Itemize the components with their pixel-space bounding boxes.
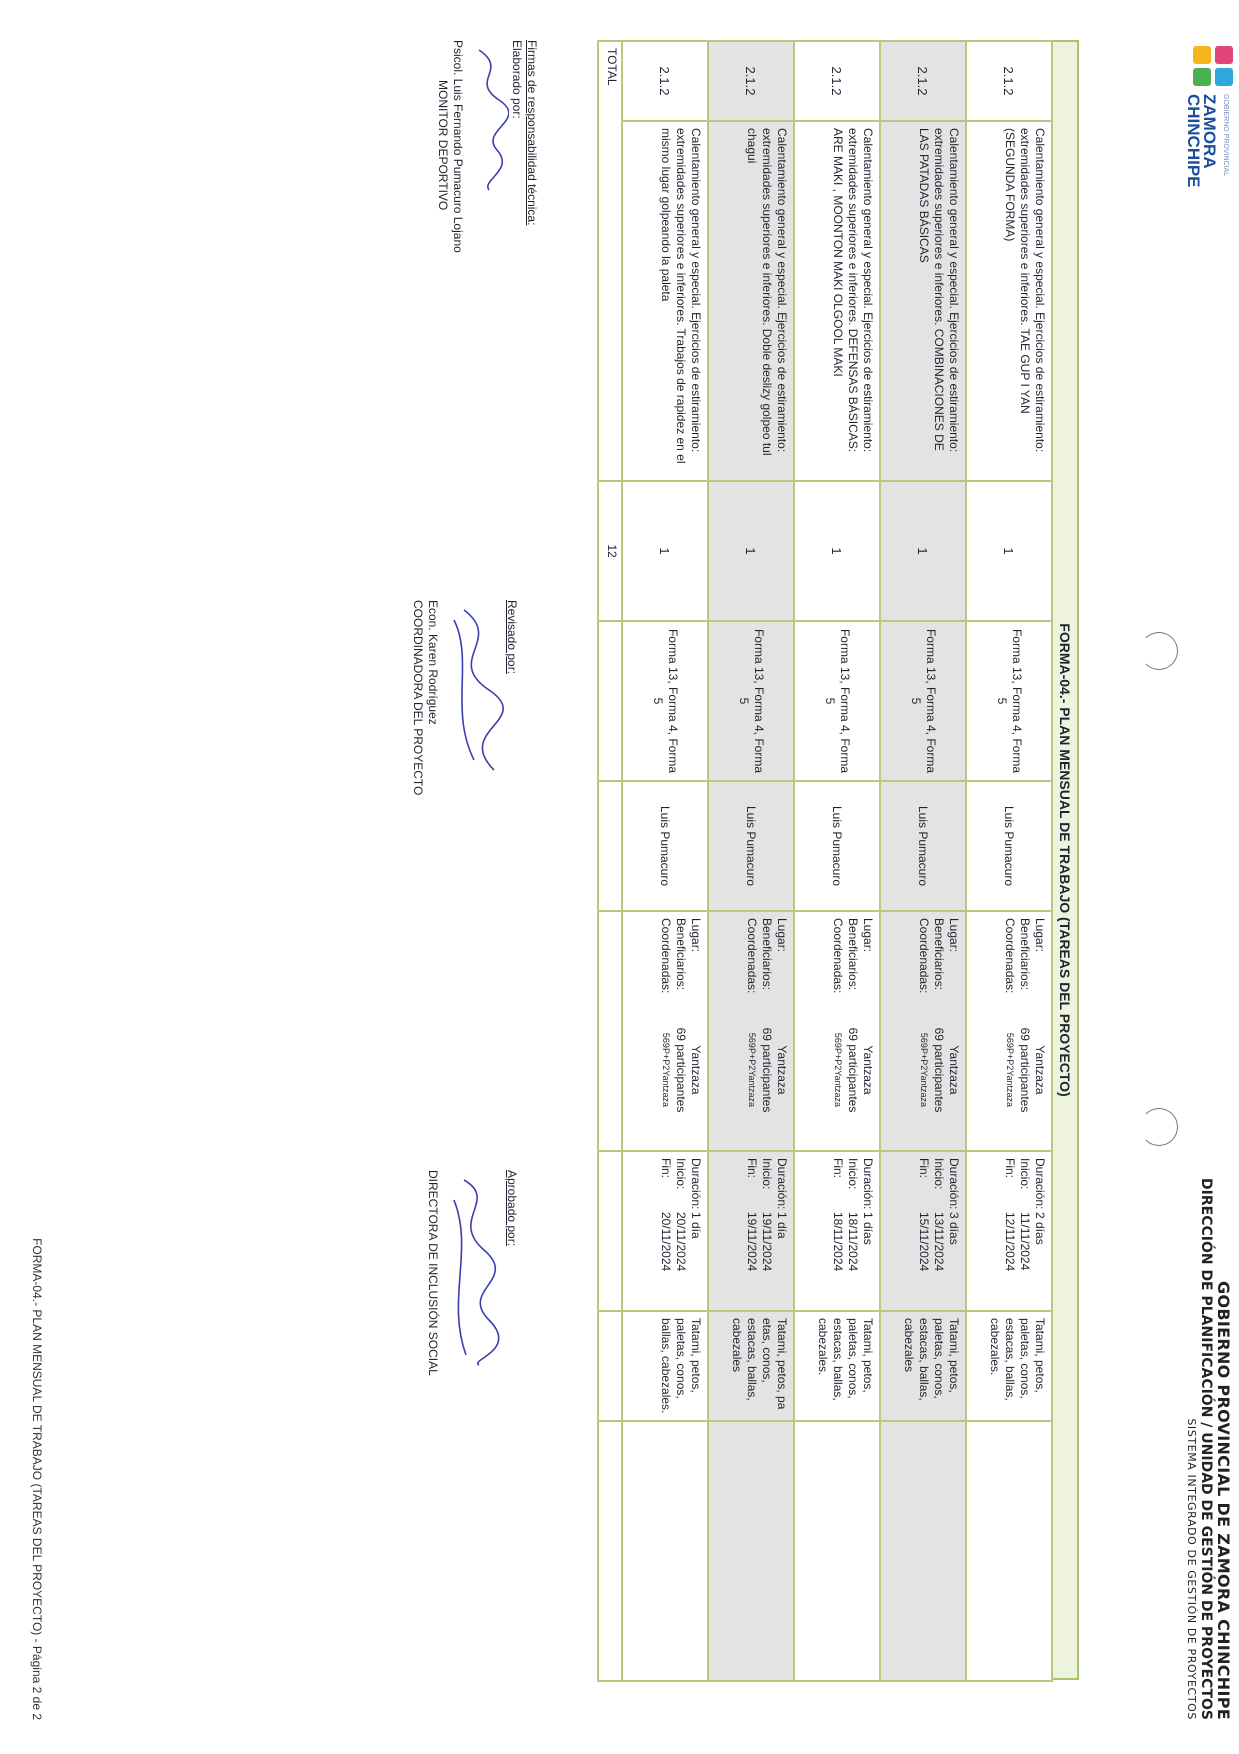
header-text — [1185, 1178, 1233, 1720]
activity-count: 1 — [794, 481, 880, 621]
activity-code: 2.1.2 — [622, 41, 708, 121]
activity-code: 2.1.2 — [880, 41, 966, 121]
fin-label: Fin: — [1003, 1158, 1017, 1179]
location-cell — [622, 911, 708, 1151]
lugar-value: Yantzaza — [947, 1045, 961, 1095]
signature-2-icon — [444, 600, 504, 780]
activity-description: Calentamiento general y especial. Ejercicios de estiramiento: extremidades superiores e inferiores. TAE GUP I YAN (SEGUNDA FORMA) — [966, 121, 1052, 481]
duracion-label: Duración: — [689, 1158, 703, 1210]
inicio-value: 20/11/2024 — [674, 1212, 688, 1272]
dates-cell — [966, 1151, 1052, 1311]
table-row — [794, 41, 880, 1681]
inicio-label: Inicio: — [932, 1158, 946, 1190]
beneficiarios-label: Beneficiarios: — [760, 918, 774, 991]
activity-result: Forma 13, Forma 4, Forma 5 — [880, 621, 966, 781]
activity-count: 1 — [880, 481, 966, 621]
activity-responsible: Luis Pumacuro — [622, 781, 708, 911]
activity-result: Forma 13, Forma 4, Forma 5 — [708, 621, 794, 781]
elaborado-label: Elaborado por: — [510, 40, 524, 119]
coordenadas-value: 569P+P2Yantzaza — [1005, 1032, 1015, 1108]
inicio-label: Inicio: — [674, 1158, 688, 1190]
beneficiarios-value: 69 participantes — [846, 1027, 860, 1113]
activity-responsible: Luis Pumacuro — [880, 781, 966, 911]
duracion-label: Duración: — [947, 1158, 961, 1210]
activity-code: 2.1.2 — [708, 41, 794, 121]
table-row — [880, 41, 966, 1681]
dates-cell — [794, 1151, 880, 1311]
coordenadas-label: Coordenadas: — [831, 918, 845, 994]
coordenadas-label: Coordenadas: — [745, 918, 759, 994]
revisado-label: Revisado por: — [505, 600, 519, 675]
duracion-label: Duración: — [775, 1158, 789, 1210]
lugar-label: Lugar: — [689, 918, 703, 953]
lugar-value: Yantzaza — [861, 1045, 875, 1095]
activity-result: Forma 13, Forma 4, Forma 5 — [794, 621, 880, 781]
location-cell — [966, 911, 1052, 1151]
total-label: TOTAL — [598, 41, 622, 481]
activity-result: Forma 13, Forma 4, Forma 5 — [966, 621, 1052, 781]
activity-materials: Tatami, petos, paletas, conos, estacas, ballas, cabezales. — [794, 1311, 880, 1421]
aprobado-label: Aprobado por: — [505, 1170, 519, 1247]
fin-value: 12/11/2024 — [1003, 1212, 1017, 1272]
inicio-value: 18/11/2024 — [846, 1212, 860, 1272]
activity-materials: Tatami, petos, paletas, conos, estacas, ballas, cabezales — [880, 1311, 966, 1421]
logo-emblem-icon — [1191, 46, 1233, 88]
location-cell — [708, 911, 794, 1151]
logo-line1: ZAMORA — [1200, 94, 1219, 169]
beneficiarios-label: Beneficiarios: — [674, 918, 688, 991]
table-row — [622, 41, 708, 1681]
activity-description: Calentamiento general y especial. Ejercicios de estiramiento: extremidades superiores e inferiores. Trabajos de rapidez en el mismo lugar golpeando la paleta — [622, 121, 708, 481]
logo-small-text: GOBIERNO PROVINCIAL — [1222, 94, 1229, 177]
signature-3-icon — [444, 1170, 504, 1370]
dates-cell — [880, 1151, 966, 1311]
fin-label: Fin: — [831, 1158, 845, 1179]
table-title: FORMA-04.- PLAN MENSUAL DE TRABAJO (TAREAS DEL PROYECTO) — [1053, 40, 1079, 1680]
activity-materials: Tatami, petos, pa etas, conos, estacas, ballas, cabezales — [708, 1311, 794, 1421]
activity-materials: Tatami, petos, paletas, conos, ballas, cabezales. — [622, 1311, 708, 1421]
inicio-label: Inicio: — [1018, 1158, 1032, 1190]
coordenadas-value: 569P+P2Yantzaza — [833, 1032, 843, 1108]
beneficiarios-value: 69 participantes — [674, 1027, 688, 1113]
inicio-value: 13/11/2024 — [932, 1212, 946, 1272]
duracion-value: 1 días — [861, 1212, 875, 1245]
elaborado-name: Psicol. Luis Fernando Pumacuro Lojano — [451, 40, 465, 253]
coordenadas-label: Coordenadas: — [1003, 918, 1017, 994]
activity-result: Forma 13, Forma 4, Forma 5 — [622, 621, 708, 781]
location-cell — [880, 911, 966, 1151]
total-row — [598, 41, 622, 1681]
activity-description: Calentamiento general y especial. Ejercicios de estiramiento: extremidades superiores e inferiores. DEFENSAS BÁSICAS: ARE MAKI , MOONTON MAKI OLGOOL MAKI — [794, 121, 880, 481]
page-header — [1089, 0, 1239, 1740]
beneficiarios-value: 69 participantes — [760, 1027, 774, 1113]
table-row — [966, 41, 1052, 1681]
revisado-name: Econ. Karen Rodríguez — [426, 600, 440, 725]
activity-responsible: Luis Pumacuro — [708, 781, 794, 911]
lugar-label: Lugar: — [775, 918, 789, 953]
page-footer: FORMA-04.- PLAN MENSUAL DE TRABAJO (TAREAS DEL PROYECTO) - Página 2 de 2 — [30, 1238, 44, 1720]
inicio-value: 11/11/2024 — [1018, 1212, 1032, 1271]
empty-cell — [708, 1421, 794, 1681]
fin-label: Fin: — [745, 1158, 759, 1179]
lugar-value: Yantzaza — [689, 1045, 703, 1095]
activity-description: Calentamiento general y especial. Ejercicios de estiramiento: extremidades superiores e inferiores. Doble deslizy golpeo tul chagui — [708, 121, 794, 481]
beneficiarios-label: Beneficiarios: — [932, 918, 946, 991]
inicio-value: 19/11/2024 — [760, 1212, 774, 1272]
lugar-label: Lugar: — [1033, 918, 1047, 953]
fin-value: 20/11/2024 — [659, 1212, 673, 1272]
empty-cell — [794, 1421, 880, 1681]
duracion-value: 1 día — [775, 1212, 789, 1239]
logo-line2: CHINCHIPE — [1184, 94, 1203, 188]
duracion-label: Duración: — [1033, 1158, 1047, 1210]
duracion-value: 3 días — [947, 1212, 961, 1245]
fin-value: 15/11/2024 — [917, 1212, 931, 1272]
empty-cell — [966, 1421, 1052, 1681]
beneficiarios-label: Beneficiarios: — [1018, 918, 1032, 991]
location-cell — [794, 911, 880, 1151]
logo — [1111, 42, 1239, 192]
coordenadas-value: 569P+P2Yantzaza — [661, 1032, 671, 1108]
plan-table — [597, 40, 1079, 1680]
fin-value: 18/11/2024 — [831, 1212, 845, 1272]
aprobado-role: DIRECTORA DE INCLUSIÓN SOCIAL — [426, 1170, 440, 1376]
system-name: SISTEMA INTEGRADO DE GESTIÓN DE PROYECTOS — [1185, 1418, 1198, 1720]
activity-responsible: Luis Pumacuro — [966, 781, 1052, 911]
punch-hole-icon — [1140, 1108, 1178, 1146]
lugar-value: Yantzaza — [775, 1045, 789, 1095]
signatures — [219, 40, 539, 1680]
coordenadas-value: 569P+P2Yantzaza — [747, 1032, 757, 1108]
lugar-label: Lugar: — [861, 918, 875, 953]
coordenadas-value: 569P+P2Yantzaza — [919, 1032, 929, 1108]
activity-responsible: Luis Pumacuro — [794, 781, 880, 911]
org-name: GOBIERNO PROVINCIAL DE ZAMORA CHINCHIPE — [1214, 1281, 1233, 1720]
lugar-label: Lugar: — [947, 918, 961, 953]
beneficiarios-value: 69 participantes — [1018, 1027, 1032, 1113]
inicio-label: Inicio: — [760, 1158, 774, 1190]
beneficiarios-value: 69 participantes — [932, 1027, 946, 1113]
dates-cell — [708, 1151, 794, 1311]
total-value: 12 — [598, 481, 622, 621]
elaborado-role: MONITOR DEPORTIVO — [436, 80, 450, 211]
revisado-role: COORDINADORA DEL PROYECTO — [411, 600, 425, 796]
activity-code: 2.1.2 — [794, 41, 880, 121]
empty-cell — [622, 1421, 708, 1681]
activity-count: 1 — [966, 481, 1052, 621]
dept-name: DIRECCIÓN DE PLANIFICACIÓN / UNIDAD DE GESTIÓN DE PROYECTOS — [1198, 1178, 1214, 1720]
activity-description: Calentamiento general y especial. Ejercicios de estiramiento: extremidades superiores e inferiores. COMBINACIONES DE LAS PATADAS BÁSICAS — [880, 121, 966, 481]
activity-materials: Tatami, petos, paletas, conos, estacas, ballas, cabezales. — [966, 1311, 1052, 1421]
inicio-label: Inicio: — [846, 1158, 860, 1190]
duracion-value: 2 días — [1033, 1212, 1047, 1245]
signatures-heading: Firmas de responsabilidad técnica: — [525, 40, 539, 226]
landscape-sheet — [4, 0, 1239, 1740]
beneficiarios-label: Beneficiarios: — [846, 918, 860, 991]
empty-cell — [880, 1421, 966, 1681]
table-row — [708, 41, 794, 1681]
punch-hole-icon — [1140, 632, 1178, 670]
dates-cell — [622, 1151, 708, 1311]
activity-count: 1 — [622, 481, 708, 621]
duracion-value: 1 día — [689, 1212, 703, 1239]
lugar-value: Yantzaza — [1033, 1045, 1047, 1095]
fin-value: 19/11/2024 — [745, 1212, 759, 1272]
fin-label: Fin: — [917, 1158, 931, 1179]
coordenadas-label: Coordenadas: — [917, 918, 931, 994]
signature-1-icon — [469, 40, 509, 200]
activity-code: 2.1.2 — [966, 41, 1052, 121]
activity-count: 1 — [708, 481, 794, 621]
fin-label: Fin: — [659, 1158, 673, 1179]
duracion-label: Duración: — [861, 1158, 875, 1210]
coordenadas-label: Coordenadas: — [659, 918, 673, 994]
